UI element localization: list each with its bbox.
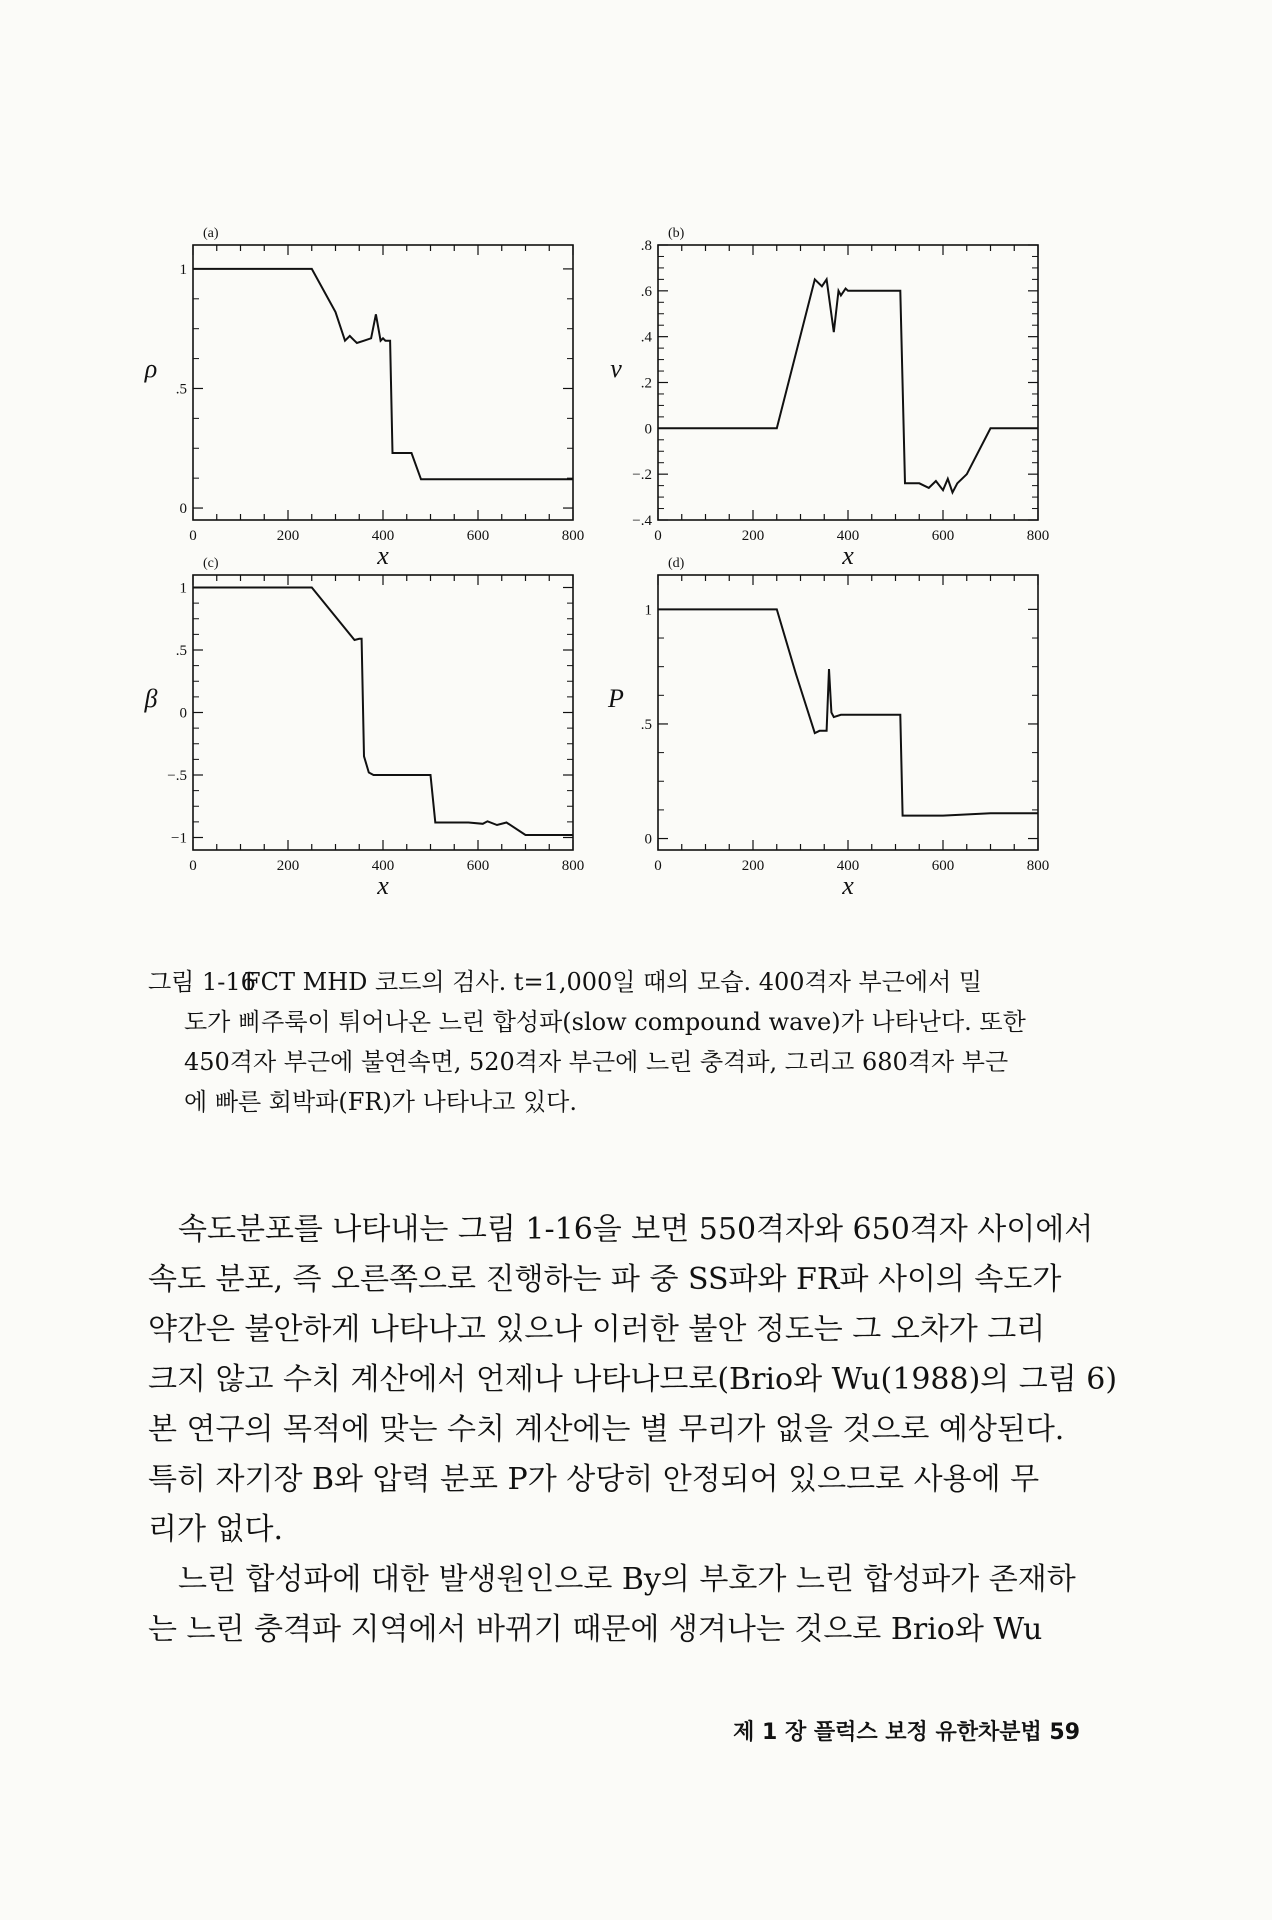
caption-text-1: FCT MHD 코드의 검사. t=1,000일 때의 모습. 400격자 부근에서 밀 — [244, 968, 983, 996]
x-axis-label: x — [842, 871, 854, 900]
y-axis-label: ρ — [144, 354, 158, 383]
caption-line-2: 도가 삐주룩이 튀어나온 느린 합성파(slow compound wave)가 나타난다. 또한 — [184, 1008, 1026, 1036]
x-tick-label: 0 — [189, 858, 197, 874]
body-line: 리가 없다. — [148, 1512, 283, 1547]
x-tick-label: 400 — [836, 858, 860, 874]
body-line: 약간은 불안하게 나타나고 있으나 이러한 불안 정도는 그 오차가 그리 — [148, 1312, 1046, 1347]
y-tick-label: 0 — [179, 705, 187, 722]
x-tick-label: 800 — [1026, 858, 1050, 874]
x-axis-label: x — [842, 541, 854, 570]
panel-tag: (c) — [203, 556, 219, 571]
body-line: 는 느린 충격파 지역에서 바뀌기 때문에 생겨나는 것으로 Brio와 Wu — [148, 1612, 1043, 1647]
x-tick-label: 600 — [466, 528, 490, 544]
body-line: 느린 합성파에 대한 발생원인으로 By의 부호가 느린 합성파가 존재하 — [178, 1562, 1076, 1597]
y-tick-label: .5 — [640, 716, 652, 733]
figure-svg — [144, 210, 1080, 920]
caption-line-4: 에 빠른 회박파(FR)가 나타나고 있다. — [184, 1088, 577, 1116]
x-tick-label: 0 — [654, 858, 662, 874]
x-tick-label: 200 — [741, 528, 765, 544]
series-line — [193, 269, 573, 479]
x-tick-label: 0 — [654, 528, 662, 544]
figure-caption — [148, 962, 1078, 1122]
panel-tag: (b) — [668, 226, 685, 241]
y-tick-label: 0 — [644, 831, 652, 848]
plot-frame — [193, 575, 573, 850]
paragraph-2 — [148, 1555, 1088, 1655]
figure-panels — [144, 210, 1080, 920]
x-tick-label: 200 — [276, 528, 300, 544]
x-tick-label: 800 — [1026, 528, 1050, 544]
panel-tag: (d) — [668, 556, 685, 571]
caption-label: 그림 1-16 — [148, 968, 256, 996]
y-tick-label: .5 — [175, 381, 187, 398]
x-tick-label: 200 — [276, 858, 300, 874]
x-tick-label: 600 — [931, 858, 955, 874]
x-tick-label: 200 — [741, 858, 765, 874]
panel-tag: (a) — [203, 226, 219, 241]
x-tick-label: 400 — [836, 528, 860, 544]
y-tick-label: 1 — [179, 261, 187, 278]
body-line: 본 연구의 목적에 맞는 수치 계산에는 별 무리가 없을 것으로 예상된다. — [148, 1412, 1065, 1447]
body-text — [148, 1205, 1118, 1655]
series-line — [658, 609, 1038, 815]
body-line: 크지 않고 수치 계산에서 언제나 나타나므로(Brio와 Wu(1988)의 그림 6) — [148, 1362, 1118, 1397]
y-axis-label: P — [608, 684, 624, 713]
y-tick-label: .4 — [640, 329, 652, 346]
x-tick-label: 400 — [371, 858, 395, 874]
series-line — [193, 588, 573, 836]
caption-line-1 — [148, 962, 1078, 1002]
y-tick-label: .6 — [640, 283, 652, 300]
x-tick-label: 800 — [561, 528, 585, 544]
series-line — [658, 279, 1038, 492]
y-tick-label: .8 — [640, 238, 652, 254]
x-tick-label: 800 — [561, 858, 585, 874]
plot-frame — [658, 575, 1038, 850]
y-tick-label: .2 — [640, 375, 652, 392]
y-tick-label: −.5 — [167, 768, 187, 784]
caption-line-3: 450격자 부근에 불연속면, 520격자 부근에 느린 충격파, 그리고 680격자 부근 — [184, 1048, 1009, 1076]
body-line: 속도 분포, 즉 오른쪽으로 진행하는 파 중 SS파와 FR파 사이의 속도가 — [148, 1262, 1062, 1297]
y-tick-label: 1 — [179, 580, 187, 597]
x-axis-label: x — [377, 871, 389, 900]
x-tick-label: 600 — [931, 528, 955, 544]
y-tick-label: 0 — [179, 501, 187, 518]
y-tick-label: −.2 — [632, 467, 652, 484]
y-axis-label: β — [144, 684, 158, 713]
y-tick-label: −1 — [171, 830, 187, 847]
body-line: 속도분포를 나타내는 그림 1-16을 보면 550격자와 650격자 사이에서 — [178, 1212, 1094, 1247]
x-tick-label: 400 — [371, 528, 395, 544]
paragraph-1 — [148, 1205, 1118, 1555]
y-axis-label: v — [610, 354, 622, 383]
y-tick-label: 0 — [644, 421, 652, 438]
plot-frame — [658, 245, 1038, 520]
y-tick-label: −.4 — [632, 513, 652, 529]
page-footer: 제 1 장 플럭스 보정 유한차분법 59 — [733, 1720, 1080, 1745]
x-tick-label: 0 — [189, 528, 197, 544]
x-axis-label: x — [377, 541, 389, 570]
y-tick-label: 1 — [644, 602, 652, 619]
x-tick-label: 600 — [466, 858, 490, 874]
y-tick-label: .5 — [175, 643, 187, 659]
body-line: 특히 자기장 B와 압력 분포 P가 상당히 안정되어 있으므로 사용에 무 — [148, 1462, 1040, 1497]
